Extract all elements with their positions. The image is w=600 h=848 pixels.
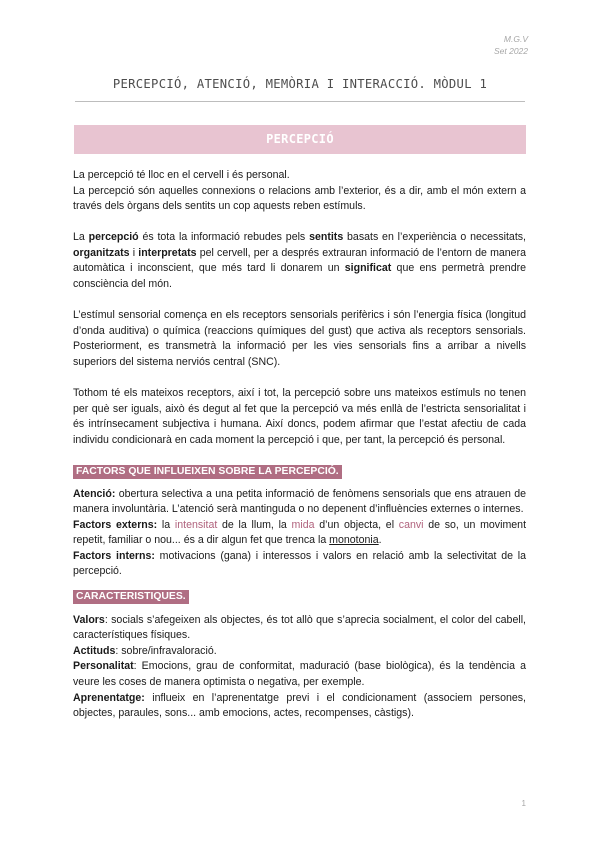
receptors-paragraph: Tothom té els mateixos receptors, així i tot, la percepció sobre uns mateixos estímuls no tenen per què ser iguals, això és degut al fet que la percepció va més enllà de l’estricta sensorialitat i és intrínsecament subjectiva i humana. Així doncs, podem afirmar que l’estat afectiu de cada individu condicionarà en cada moment la percepció i que, per tant, la percepció és personal. — [73, 387, 526, 446]
intro-line-1: La percepció té lloc en el cervell i és personal. — [73, 169, 290, 181]
characteristics-heading: CARACTERISTIQUES. — [73, 590, 189, 604]
text-run: La — [73, 231, 89, 244]
text-run: basats en l’experiència o necessitats, — [343, 231, 527, 244]
text-run: que ens permetrà prendre consciència del món. — [73, 262, 527, 291]
personality-label: Personalitat — [73, 660, 134, 673]
internal-factors-text: motivacions (gana) i interessos i valors en relació amb la selectivitat de la percepció. — [73, 549, 526, 578]
personality-text: : Emocions, grau de conformitat, maduració (base biològica), és la tendència a veure les coses de manera optimista o negativa, per exemple. — [73, 660, 526, 689]
highlight-term: mida — [291, 518, 315, 531]
intro-paragraph — [73, 168, 526, 215]
highlight-term: intensitat — [174, 518, 218, 531]
page-number: 1 — [521, 799, 526, 808]
factors-heading-wrap — [73, 464, 526, 480]
bold-term: interpretats — [138, 246, 197, 259]
bold-term: sentits — [309, 231, 344, 244]
author-block — [494, 33, 528, 57]
text-run: . — [378, 534, 382, 547]
text-run: la — [157, 518, 175, 531]
author-initials: M.G.V — [503, 34, 528, 44]
internal-factors-paragraph — [73, 549, 526, 580]
text-run: és tota la informació rebudes pels — [138, 231, 310, 244]
bold-term: organitzats — [73, 246, 130, 259]
attention-label: Atenció: — [73, 487, 116, 500]
values-text: : socials s’afegeixen als objectes, és tot allò que s’aprecia socialment, el color del cabell, característiques físiques. — [73, 613, 526, 642]
factors-heading: FACTORS QUE INFLUEIXEN SOBRE LA PERCEPCIÓ. — [73, 465, 342, 479]
document-title: PERCEPCIÓ, ATENCIÓ, MEMÒRIA I INTERACCIÓ. MÒDUL 1 — [112, 77, 488, 91]
external-factors-paragraph — [73, 518, 526, 549]
highlight-term: canvi — [398, 518, 424, 531]
section-banner: PERCEPCIÓ — [74, 125, 526, 154]
stimulus-paragraph: L’estímul sensorial comença en els receptors sensorials perifèrics i són l’energia física (longitud d’onda auditiva) o química (reaccions químiques del gust) que activa als receptors sensorials. Posteriorment, es transmetrà la informació per les vies sensorials fins a arribar a nivells superiors del sistema nerviós central (SNC). — [73, 309, 526, 368]
attitudes-paragraph — [73, 644, 526, 660]
intro-line-2: La percepció són aquelles connexions o relacions amb l’exterior, és a dir, amb el món extern a través dels òrgans dels sentits un cop aquests reben estímuls. — [73, 184, 526, 213]
bold-term: percepció — [88, 231, 139, 244]
learning-label: Aprenentatge: — [73, 691, 145, 704]
text-run: de la llum, la — [217, 518, 292, 531]
external-factors-label: Factors externs: — [73, 518, 158, 531]
internal-factors-label: Factors interns: — [73, 549, 155, 562]
text-run: d’un objecta, el — [314, 518, 399, 531]
text-run: pel cervell, per a després extrauran informació de l’entorn de manera automàtica i inconscient, que més tard li donarem un — [73, 246, 526, 275]
personality-paragraph — [73, 659, 526, 690]
values-paragraph — [73, 613, 526, 644]
definition-paragraph — [73, 230, 526, 292]
characteristics-heading-wrap — [73, 589, 526, 605]
document-date: Set 2022 — [493, 46, 528, 56]
values-label: Valors — [73, 613, 105, 626]
learning-text: influeix en l’aprenentatge previ i el condicionament (associem persones, objectes, paraules, sons... amb emocions, actes, recompenses, càstigs). — [73, 691, 526, 720]
attitudes-text: : sobre/infravaloració. — [115, 644, 217, 657]
attitudes-label: Actituds — [73, 644, 116, 657]
attention-paragraph — [73, 487, 526, 518]
bold-term: significat — [344, 262, 392, 275]
learning-paragraph — [73, 691, 526, 722]
attention-text: obertura selectiva a una petita informació de fenòmens sensorials que ens atrauen de manera involuntària. L’atenció serà mantinguda o no depenent d’influències externes o internes. — [73, 487, 526, 516]
text-run: de so, un moviment repetit, familiar o nou... és a dir algun fet que trenca la — [73, 518, 527, 547]
title-divider — [75, 101, 525, 102]
document-body — [73, 168, 526, 722]
text-run: i — [129, 246, 139, 259]
underlined-term: monotonia — [329, 534, 379, 547]
